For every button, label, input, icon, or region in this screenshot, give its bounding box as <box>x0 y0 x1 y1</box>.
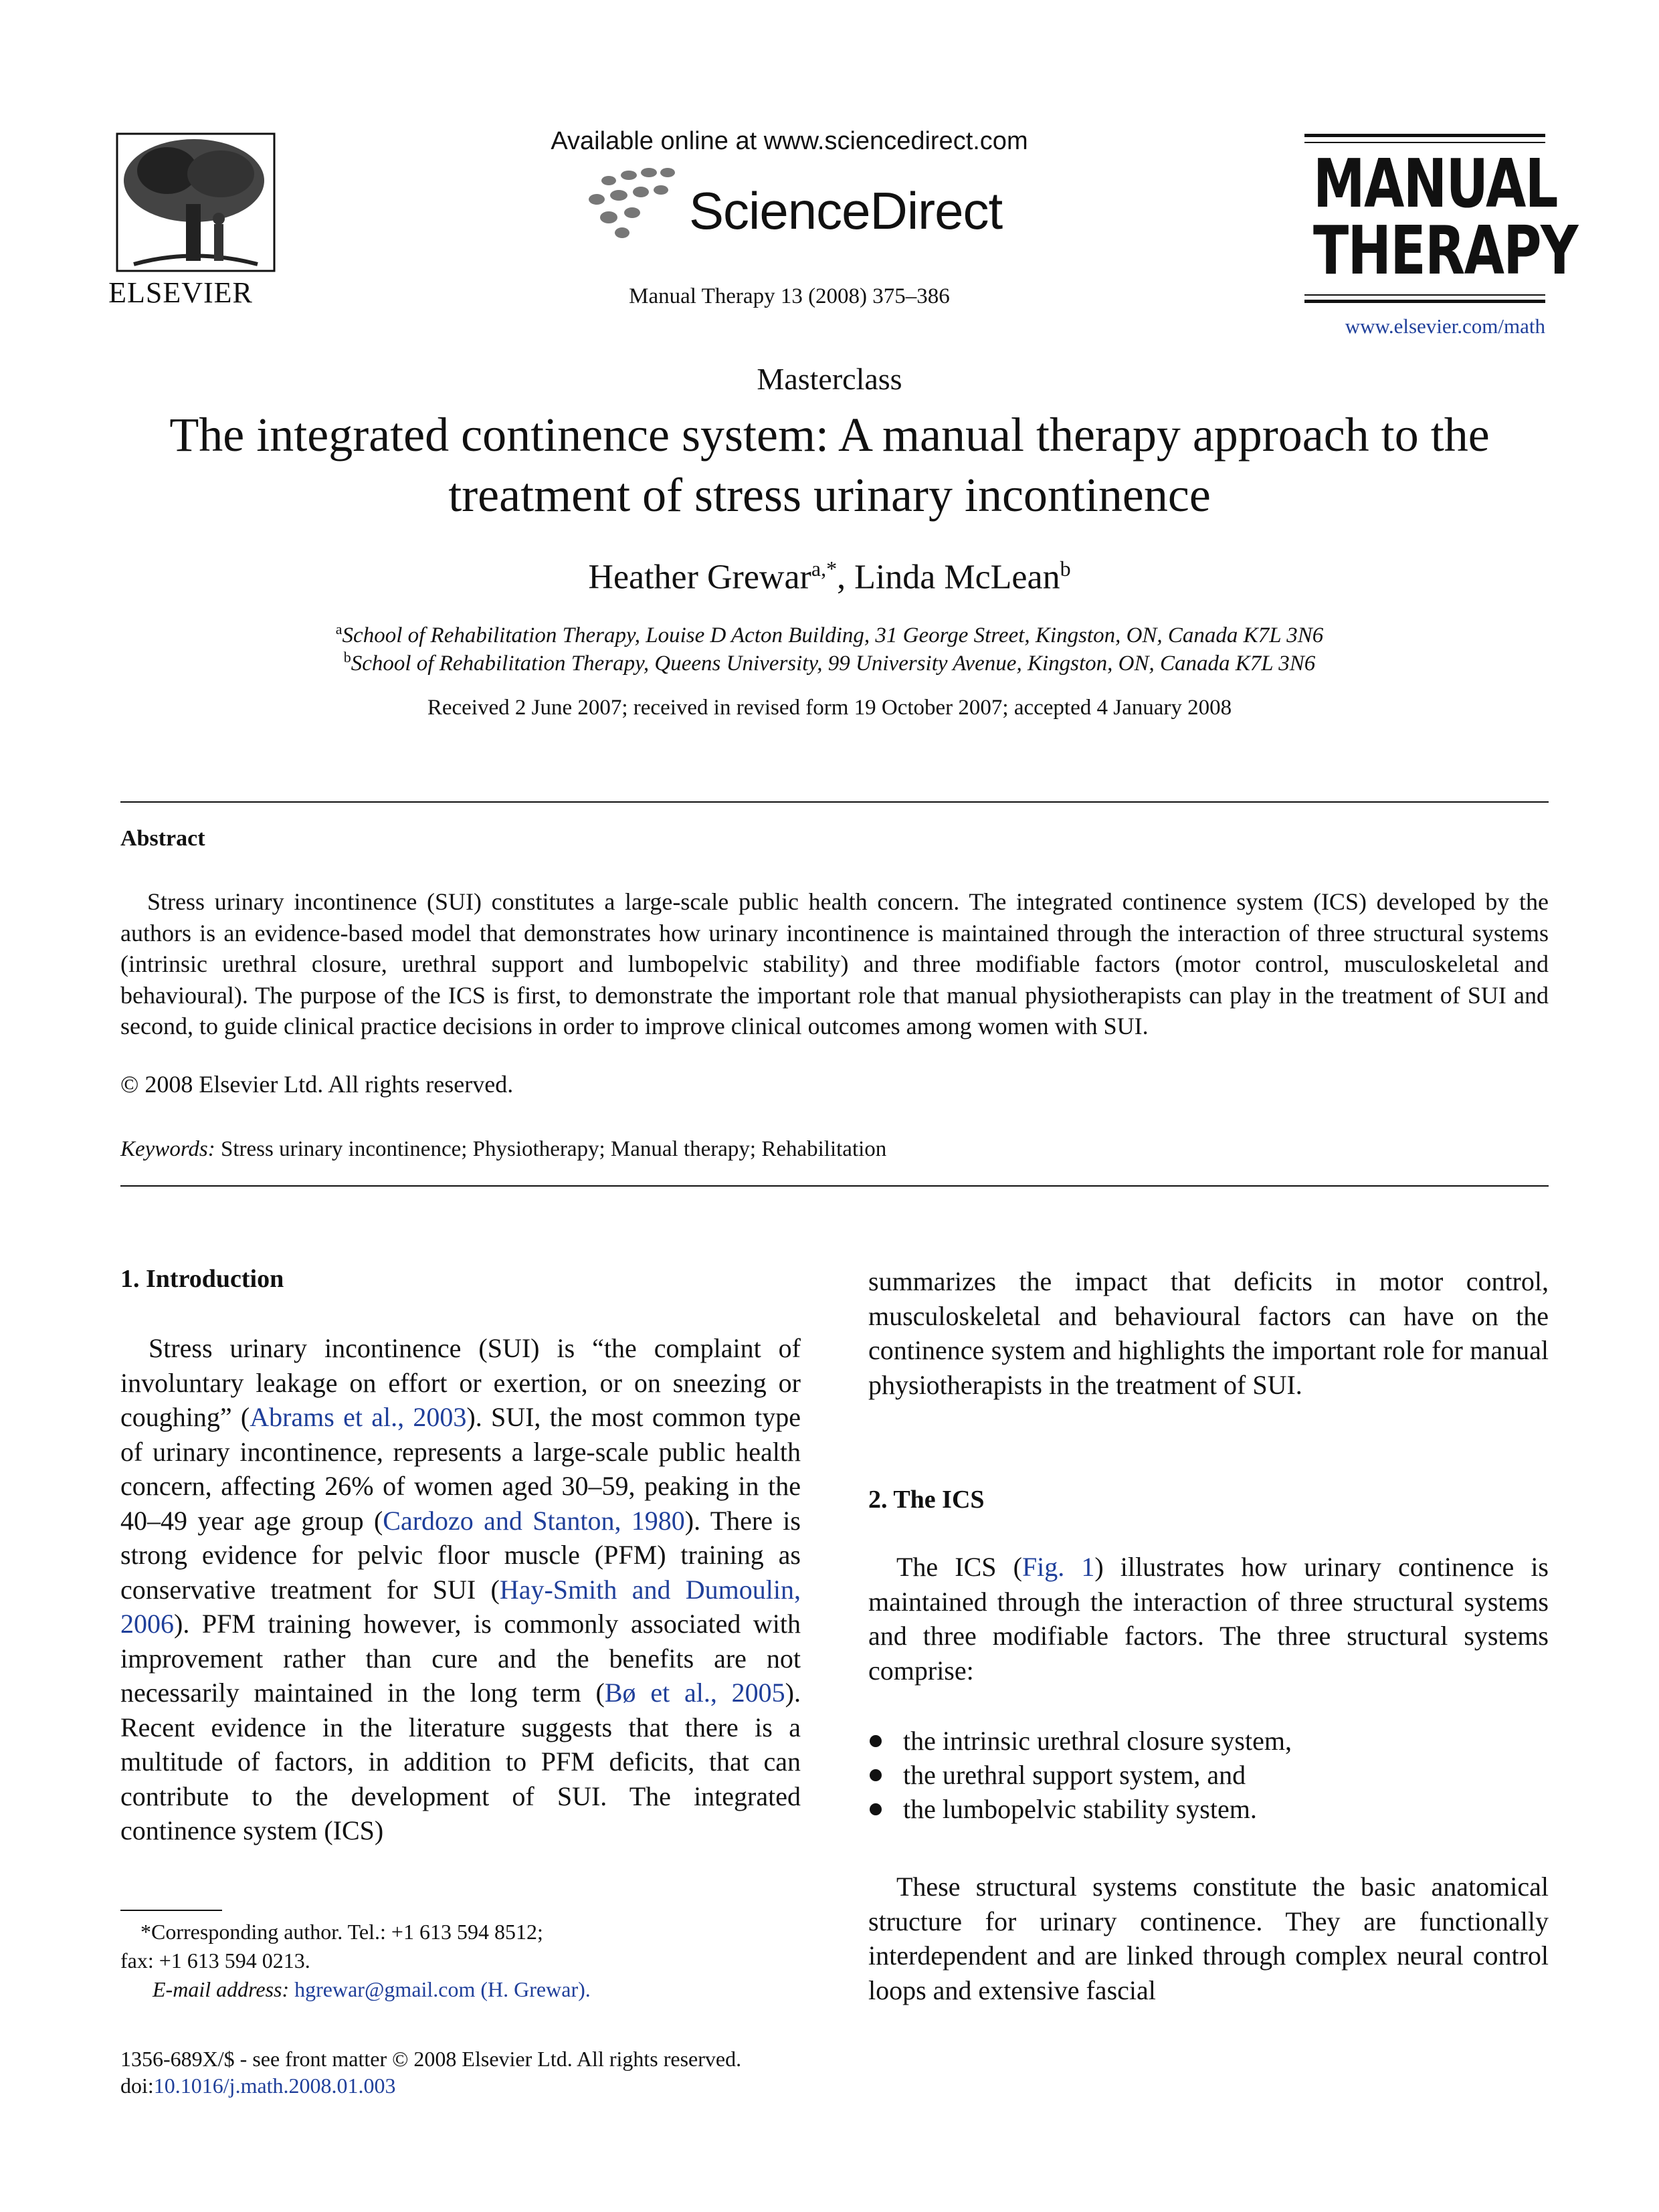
elsevier-wordmark: ELSEVIER <box>108 276 253 309</box>
abstract-text: Stress urinary incontinence (SUI) constitutes a large-scale public health concern. The integrated continence system (ICS) developed by the authors is an evidence-based model that demonstrates how urinary incontinence is maintained through the interaction of three structural systems (intrinsic urethral closure, urethral support and lumbopelvic stability) and three modifiable factors (motor control, musculoskeletal and behavioural). The purpose of the ICS is first, to demonstrate the important role that manual physiotherapists can play in the treatment of SUI and second, to guide clinical practice decisions in order to improve clinical outcomes among women with SUI. <box>120 888 1549 1039</box>
section-heading-introduction: 1. Introduction <box>120 1265 284 1293</box>
list-item <box>868 1758 1549 1792</box>
list-item-text: the lumbopelvic stability system. <box>903 1794 1257 1824</box>
bullet-icon <box>870 1769 882 1781</box>
list-item <box>868 1724 1549 1758</box>
footnote-email <box>153 1977 591 2002</box>
paragraph-text: Stress urinary incontinence (SUI) is “the complaint of involuntary leakage on effort or exertion, or on sneezing or coughing” ( <box>120 1333 801 1432</box>
affiliation-b <box>0 649 1659 676</box>
list-item-text: the intrinsic urethral closure system, <box>903 1726 1292 1756</box>
paragraph-text: ). SUI, the most common type of urinary incontinence, represents a large-scale public health concern, affecting 26% of women aged 30–59, peaking in the 40–49 year age group ( <box>120 1402 801 1536</box>
author-name: Heather Grewar <box>588 558 811 597</box>
sciencedirect-wordmark: ScienceDirect <box>689 181 1003 240</box>
bullet-icon <box>870 1803 882 1815</box>
keywords <box>120 1137 886 1162</box>
paragraph-text: ). PFM training however, is commonly associated with improvement rather than cure and the benefits are not necessarily maintained in the long term ( <box>120 1609 801 1708</box>
affiliation-text: School of Rehabilitation Therapy, Louise D Acton Building, 31 George Street, Kingston, ON, Canada K7L 3N6 <box>342 623 1324 647</box>
abstract-heading: Abstract <box>120 826 205 851</box>
figure-link[interactable]: Fig. 1 <box>1021 1552 1095 1582</box>
journal-logo-rule <box>1304 142 1545 143</box>
author-name: Linda McLean <box>854 558 1060 597</box>
affiliation-text: School of Rehabilitation Therapy, Queens University, 99 University Avenue, Kingston, ON, Canada K7L 3N6 <box>351 651 1316 676</box>
email-link[interactable]: hgrewar@gmail.com (H. Grewar). <box>294 1977 591 2001</box>
paragraph-text: ). There is strong evidence for pelvic floor muscle (PFM) training as conservative treatment for SUI ( <box>120 1505 801 1605</box>
introduction-paragraph <box>120 1331 801 1848</box>
list-item-text: the urethral support system, and <box>903 1760 1246 1790</box>
footnote-rule <box>120 1910 222 1911</box>
citation-link[interactable]: Hay-Smith and Dumoulin, 2006 <box>120 1574 801 1639</box>
email-label: E-mail address: <box>153 1977 290 2001</box>
author-separator: , <box>837 558 855 597</box>
affiliation-mark: a <box>335 621 343 637</box>
footnote-fax: fax: +1 613 594 0213. <box>120 1948 310 1973</box>
elsevier-tree-logo <box>114 130 278 274</box>
affiliation-a <box>0 621 1659 648</box>
doi-line <box>120 2074 396 2098</box>
journal-logo-line2: THERAPY <box>1313 211 1577 290</box>
keywords-list: Stress urinary incontinence; Physiotherapy; Manual therapy; Rehabilitation <box>221 1137 887 1161</box>
footnote-corresponding-author: *Corresponding author. Tel.: +1 613 594 8512; <box>140 1920 543 1944</box>
journal-reference: Manual Therapy 13 (2008) 375–386 <box>629 284 950 308</box>
paragraph-text: ). Recent evidence in the literature suggests that there is a multitude of factors, in addition to PFM deficits, that can contribute to the development of SUI. The integrated continence system (ICS) <box>120 1678 801 1845</box>
divider <box>120 1185 1549 1187</box>
received-dates: Received 2 June 2007; received in revised form 19 October 2007; accepted 4 January 2008 <box>427 696 1232 720</box>
journal-logo-line1: MANUAL <box>1313 144 1557 223</box>
doi-label: doi: <box>120 2074 154 2098</box>
citation-link[interactable]: Cardozo and Stanton, 1980 <box>383 1505 685 1536</box>
structural-systems-paragraph: These structural systems constitute the basic anatomical structure for urinary continence. They are functionally interdependent and are linked through complex neural control loops and extensive fascial <box>868 1872 1549 2005</box>
section-label: Masterclass <box>757 362 902 396</box>
section-heading-ics: 2. The ICS <box>868 1486 985 1514</box>
journal-logo-rule <box>1304 294 1545 296</box>
article-title-line: The integrated continence system: A manual therapy approach to the <box>169 408 1490 462</box>
doi-link[interactable]: 10.1016/j.math.2008.01.003 <box>153 2074 396 2098</box>
issn-line: 1356-689X/$ - see front matter © 2008 Elsevier Ltd. All rights reserved. <box>120 2047 742 2071</box>
bullet-icon <box>870 1735 882 1747</box>
citation-link[interactable]: Bø et al., 2005 <box>604 1678 785 1708</box>
keywords-label: Keywords: <box>120 1137 215 1161</box>
affiliation-mark: b <box>343 649 351 666</box>
journal-logo-rule <box>1304 134 1545 137</box>
author-list <box>0 557 1659 597</box>
citation-link[interactable]: Abrams et al., 2003 <box>250 1402 467 1432</box>
article-title-line: treatment of stress urinary incontinence <box>448 468 1211 522</box>
article-title <box>100 405 1559 525</box>
author-affiliation-mark: a,* <box>811 557 838 581</box>
paragraph-text: The ICS ( <box>896 1552 1022 1582</box>
author-affiliation-mark: b <box>1060 557 1071 581</box>
ics-paragraph <box>868 1550 1549 1688</box>
list-item <box>868 1792 1549 1826</box>
abstract-copyright: © 2008 Elsevier Ltd. All rights reserved. <box>120 1071 514 1098</box>
journal-url-link[interactable]: www.elsevier.com/math <box>1345 314 1545 338</box>
introduction-continuation: summarizes the impact that deficits in motor control, musculoskeletal and behavioural factors can have on the continence system and highlights the important role for manual physiotherapists in the treatment of SUI. <box>868 1266 1549 1400</box>
divider <box>120 801 1549 803</box>
structural-systems-list <box>868 1724 1549 1826</box>
journal-logo-rule <box>1304 300 1545 303</box>
paragraph-text: ) illustrates how urinary continence is maintained through the interaction of three structural systems and three modifiable factors. The three structural systems comprise: <box>868 1552 1549 1686</box>
available-online-text: Available online at www.sciencedirect.com <box>551 127 1028 155</box>
